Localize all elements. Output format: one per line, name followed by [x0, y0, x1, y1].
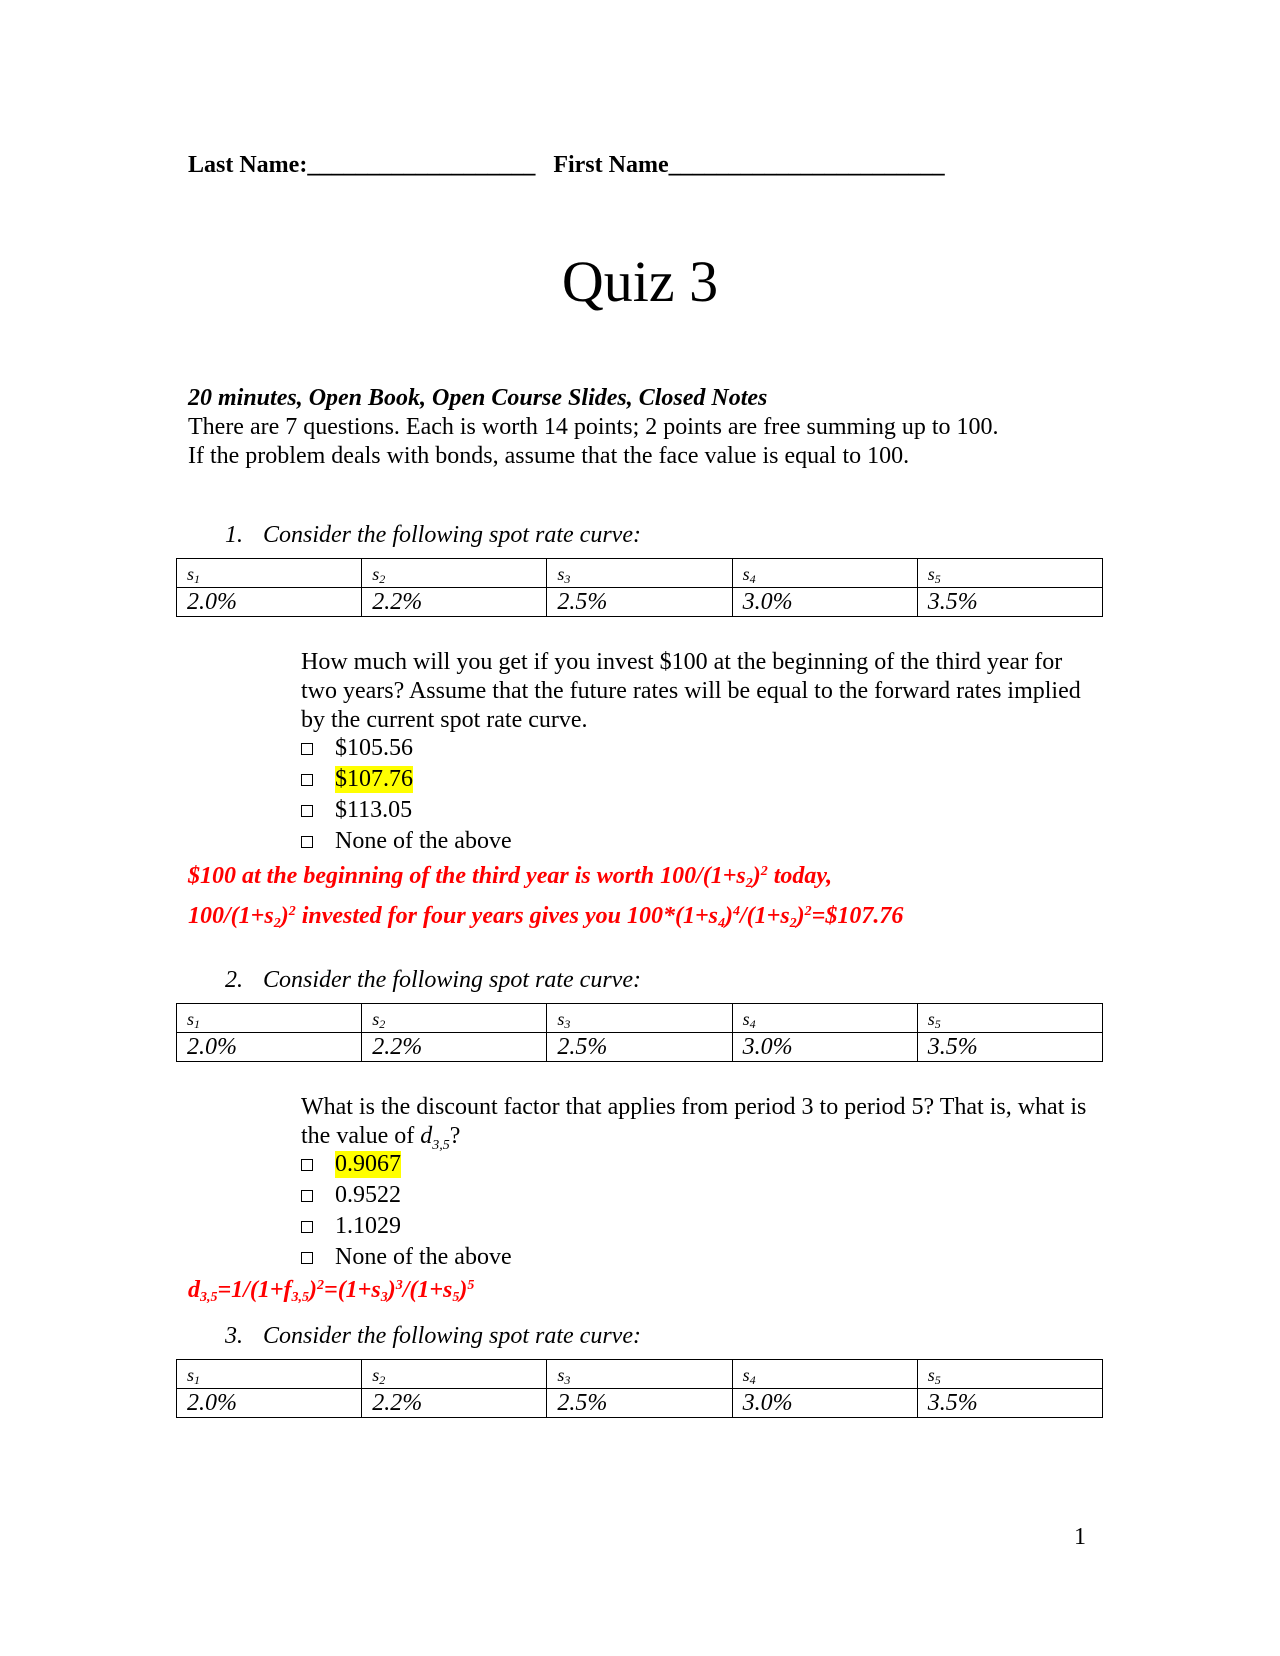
checkbox[interactable]	[301, 1252, 313, 1264]
answer-option[interactable]	[301, 764, 512, 795]
spot-value-cell: 2.0%	[177, 1389, 362, 1418]
question-1-heading: 1. Consider the following spot rate curve:	[225, 522, 641, 548]
question-1-text: How much will you get if you invest $100 at the beginning of the third year for two years? Assume that the future rates will be equal to the forward rates implied by the current spot rate curve.	[301, 649, 1081, 733]
spot-rate-table-3	[176, 1359, 1103, 1418]
checkbox[interactable]	[301, 1221, 313, 1233]
spot-value-cell: 2.2%	[362, 588, 547, 617]
spot-value-cell: 2.0%	[177, 588, 362, 617]
spot-value-cell: 2.5%	[547, 588, 732, 617]
checkbox[interactable]	[301, 1159, 313, 1171]
spot-header-cell: $s_2$	[362, 1004, 547, 1033]
solution-line-1: $100 at the beginning of the third year is worth $100/(1+s_2)^2$ today,	[188, 863, 833, 891]
spot-header-cell: $s_4$	[732, 559, 917, 588]
spot-header-cell: $s_5$	[917, 559, 1102, 588]
question-2-heading: 2. Consider the following spot rate curve:	[225, 967, 641, 993]
checkbox[interactable]	[301, 743, 313, 755]
spot-value-cell: 3.5%	[917, 1389, 1102, 1418]
highlighted-answer: $107.76	[335, 766, 413, 792]
checkbox[interactable]	[301, 774, 313, 786]
spot-header-cell: $s_3$	[547, 559, 732, 588]
spot-value-cell: 2.5%	[547, 1033, 732, 1062]
answer-option[interactable]	[301, 1149, 512, 1180]
answer-option[interactable]: None of the above	[301, 826, 512, 857]
checkbox[interactable]	[301, 805, 313, 817]
last-name-label: Last Name:	[188, 152, 308, 178]
spot-header-cell: $s_1$	[177, 559, 362, 588]
highlighted-answer: 0.9067	[335, 1151, 401, 1177]
answer-option[interactable]: $113.05	[301, 795, 512, 826]
question-2-options	[301, 1149, 512, 1273]
spot-header-cell: $s_1$	[177, 1360, 362, 1389]
spot-value-cell: 3.0%	[732, 588, 917, 617]
question-2-text: What is the discount factor that applies from period 3 to period 5? That is, what is the value of $d_{3,5}$?	[301, 1094, 1087, 1153]
quiz-format: 20 minutes, Open Book, Open Course Slides, Closed Notes	[188, 385, 768, 411]
first-name-label: First Name	[553, 152, 669, 178]
spot-header-cell: $s_4$	[732, 1004, 917, 1033]
spot-header-cell: $s_2$	[362, 559, 547, 588]
spot-header-cell: $s_4$	[732, 1360, 917, 1389]
last-name-blank[interactable]: ___________________	[307, 152, 536, 178]
answer-option[interactable]: 0.9522	[301, 1180, 512, 1211]
spot-value-cell: 2.5%	[547, 1389, 732, 1418]
instructions-line-1: There are 7 questions. Each is worth 14 points; 2 points are free summing up to 100.	[188, 414, 999, 440]
spot-header-cell: $s_1$	[177, 1004, 362, 1033]
spot-value-cell: 2.2%	[362, 1389, 547, 1418]
question-1-options	[301, 733, 512, 857]
page-number: 1	[1074, 1524, 1086, 1550]
answer-option[interactable]: 1.1029	[301, 1211, 512, 1242]
spot-value-cell: 3.0%	[732, 1389, 917, 1418]
spot-value-cell: 3.0%	[732, 1033, 917, 1062]
spot-header-cell: $s_5$	[917, 1360, 1102, 1389]
checkbox[interactable]	[301, 836, 313, 848]
instructions	[188, 384, 999, 471]
spot-header-cell: $s_3$	[547, 1004, 732, 1033]
spot-header-cell: $s_2$	[362, 1360, 547, 1389]
spot-rate-table-2	[176, 1003, 1103, 1062]
spot-value-cell: 2.0%	[177, 1033, 362, 1062]
page-title: Quiz 3	[561, 249, 719, 314]
spot-value-cell: 3.5%	[917, 588, 1102, 617]
name-fields	[188, 152, 945, 179]
spot-value-cell: 3.5%	[917, 1033, 1102, 1062]
answer-option[interactable]: $105.56	[301, 733, 512, 764]
spot-rate-table-1	[176, 558, 1103, 617]
checkbox[interactable]	[301, 1190, 313, 1202]
spot-header-cell: $s_3$	[547, 1360, 732, 1389]
first-name-blank[interactable]: _______________________	[668, 152, 945, 178]
answer-option[interactable]: None of the above	[301, 1242, 512, 1273]
spot-value-cell: 2.2%	[362, 1033, 547, 1062]
spot-header-cell: $s_5$	[917, 1004, 1102, 1033]
instructions-line-2: If the problem deals with bonds, assume that the face value is equal to 100.	[188, 443, 910, 469]
solution-line-2: $100/(1+s_2)^2$ invested for four years gives you $100*(1+s_4)^4/(1+s_2)^2=\$107.76$	[188, 903, 904, 931]
question-1-solution	[188, 858, 903, 938]
question-3-heading: 3. Consider the following spot rate curve:	[225, 1323, 641, 1349]
question-2-solution: $d_{3,5}=1/(1+f_{3,5})^2=(1+s_3)^3/(1+s_5)^5$	[188, 1277, 475, 1305]
